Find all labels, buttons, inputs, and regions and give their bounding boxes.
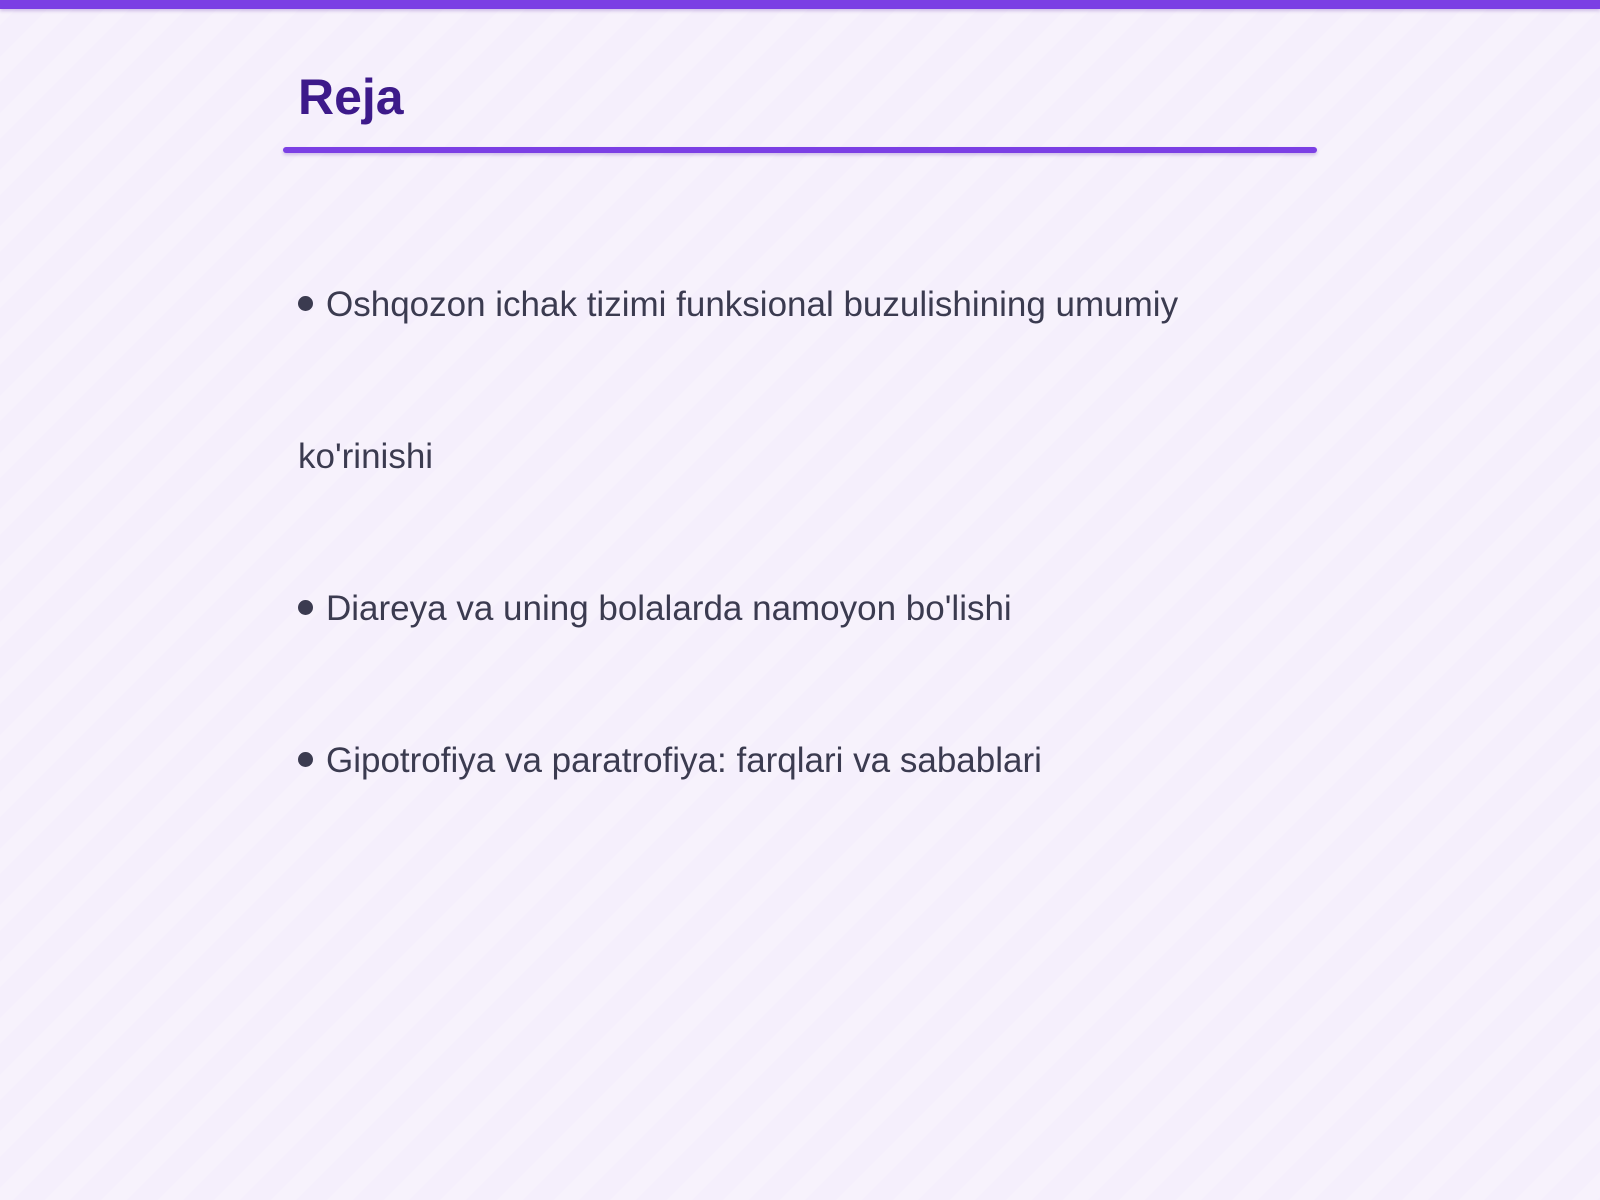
bullet-dot-icon bbox=[298, 752, 313, 767]
title-underline bbox=[283, 147, 1317, 153]
list-item-text: Oshqozon ichak tizimi funksional buzulishining umumiy bbox=[326, 285, 1179, 324]
bullet-dot-icon bbox=[298, 600, 313, 615]
slide bbox=[283, 0, 1317, 1200]
list-item-text: Gipotrofiya va paratrofiya: farqlari va sabablari bbox=[326, 741, 1042, 780]
bullet-dot-icon bbox=[298, 296, 313, 311]
list-item-continuation bbox=[298, 436, 433, 478]
list-item-text: ko'rinishi bbox=[298, 437, 434, 476]
slide-title: Reja bbox=[298, 69, 404, 125]
list-item-text: Diareya va uning bolalarda namoyon bo'lishi bbox=[326, 589, 1012, 628]
list-item bbox=[298, 284, 1178, 326]
list-item bbox=[298, 740, 1042, 782]
list-item bbox=[298, 588, 1012, 630]
